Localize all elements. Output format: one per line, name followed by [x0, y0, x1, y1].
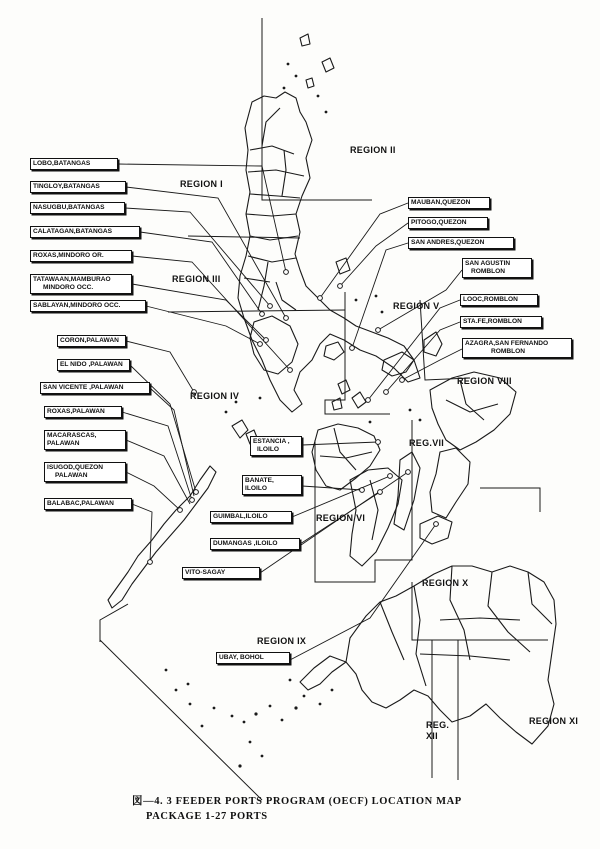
- port-box-dumangas: [210, 538, 300, 550]
- port-box-ubay: [216, 652, 290, 664]
- port-box-san-vicente: [40, 382, 150, 394]
- port-box-tingloy: [30, 181, 126, 193]
- port-label: PITOGO,QUEZON: [411, 219, 467, 226]
- port-box-isugod: [44, 462, 126, 482]
- port-label: SABLAYAN,MINDORO OCC.: [33, 302, 121, 309]
- port-box-estancia: [250, 436, 302, 456]
- small-islands: [165, 63, 422, 768]
- port-label-line2: ILOILO: [245, 485, 267, 492]
- port-label-line2: PALAWAN: [47, 440, 80, 447]
- region-label-xii: [426, 720, 449, 742]
- port-label-line2: ROMBLON: [471, 268, 506, 275]
- port-label: ROXAS,PALAWAN: [47, 408, 105, 415]
- region-label-xii-line1: REG.: [426, 720, 450, 730]
- caption-line-1: 図—4. 3 FEEDER PORTS PROGRAM (OECF) LOCATION MAP: [132, 796, 462, 807]
- port-label: GUIMBAL,ILOILO: [213, 513, 268, 520]
- region-label-x: REGION X: [422, 578, 469, 588]
- port-label: DUMANGAS ,ILOILO: [213, 540, 278, 547]
- port-label: SAN ANDRES,QUEZON: [411, 239, 485, 246]
- mindoro-island: [250, 316, 298, 374]
- region-label-iii: REGION III: [172, 274, 221, 284]
- cebu-island: [394, 452, 420, 530]
- port-box-looc: [460, 294, 538, 306]
- port-box-banate: [242, 475, 302, 495]
- port-label-line2: ILOILO: [257, 446, 279, 453]
- port-box-pitogo: [408, 217, 488, 229]
- port-label: ESTANCIA ,: [253, 438, 290, 445]
- luzon-island: [238, 92, 420, 412]
- port-box-san-andres: [408, 237, 514, 249]
- region-label-i: REGION I: [180, 179, 223, 189]
- palawan-island: [108, 466, 216, 608]
- port-label-line2: ROMBLON: [491, 348, 526, 355]
- port-box-macarascas: [44, 430, 126, 450]
- port-label-line2: MINDORO OCC.: [43, 284, 94, 291]
- region-label-viii: REGION VIII: [457, 376, 512, 386]
- leyte-island: [430, 448, 470, 518]
- region-label-vii: REG.VII: [409, 438, 445, 448]
- port-box-sta-fe: [460, 316, 542, 328]
- port-box-roxas-palawan: [44, 406, 122, 418]
- region-label-ii: REGION II: [350, 145, 396, 155]
- port-box-sablayan: [30, 300, 146, 312]
- figure-caption: [132, 794, 462, 824]
- region-label-iv: REGION IV: [190, 391, 240, 401]
- port-label: VITO-SAGAY: [185, 569, 226, 576]
- port-label: ROXAS,MINDORO OR.: [33, 252, 104, 259]
- region-label-xii-line2: XII: [426, 731, 438, 741]
- port-label: BALABAC,PALAWAN: [47, 500, 114, 507]
- port-box-tatawaan: [30, 274, 132, 294]
- port-label: STA.FE,ROMBLON: [463, 318, 522, 325]
- port-box-azagra: [462, 338, 572, 358]
- port-box-calatagan: [30, 226, 140, 238]
- port-box-san-agustin: [462, 258, 532, 278]
- port-label: AZAGRA,SAN FERNANDO: [465, 340, 549, 347]
- port-label: ISUGOD,QUEZON: [47, 464, 104, 471]
- port-box-el-nido: [57, 359, 130, 371]
- port-label: UBAY, BOHOL: [219, 654, 264, 661]
- port-box-mauban: [408, 197, 490, 209]
- port-box-coron: [57, 335, 126, 347]
- port-label-line2: PALAWAN: [55, 472, 88, 479]
- region-label-ix: REGION IX: [257, 636, 307, 646]
- caption-line-2: PACKAGE 1-27 PORTS: [146, 811, 268, 822]
- port-box-nasugbu: [30, 202, 125, 214]
- port-box-vito-sagay: [182, 567, 260, 579]
- port-label: CORON,PALAWAN: [60, 337, 119, 344]
- port-box-guimbal: [210, 511, 292, 523]
- port-box-balabac: [44, 498, 132, 510]
- port-label: LOOC,ROMBLON: [463, 296, 518, 303]
- port-label: SAN AGUSTIN: [465, 260, 511, 267]
- port-label: LOBO,BATANGAS: [33, 160, 91, 167]
- port-label: TATAWAAN,MAMBURAO: [33, 276, 111, 283]
- region-label-vi: REGION VI: [316, 513, 366, 523]
- port-label: CALATAGAN,BATANGAS: [33, 228, 112, 235]
- port-label: MACARASCAS,: [47, 432, 97, 439]
- port-label: SAN VICENTE ,PALAWAN: [43, 384, 124, 391]
- region-label-v: REGION V: [393, 301, 440, 311]
- port-label: EL NIDO ,PALAWAN: [60, 361, 123, 368]
- port-label: NASUGBU,BATANGAS: [33, 204, 105, 211]
- port-box-lobo: [30, 158, 118, 170]
- region-label-xi: REGION XI: [529, 716, 579, 726]
- port-label: BANATE,: [245, 477, 274, 484]
- port-label: MAUBAN,QUEZON: [411, 199, 471, 206]
- port-label: TINGLOY,BATANGAS: [33, 183, 100, 190]
- port-box-roxas-mindoro: [30, 250, 132, 262]
